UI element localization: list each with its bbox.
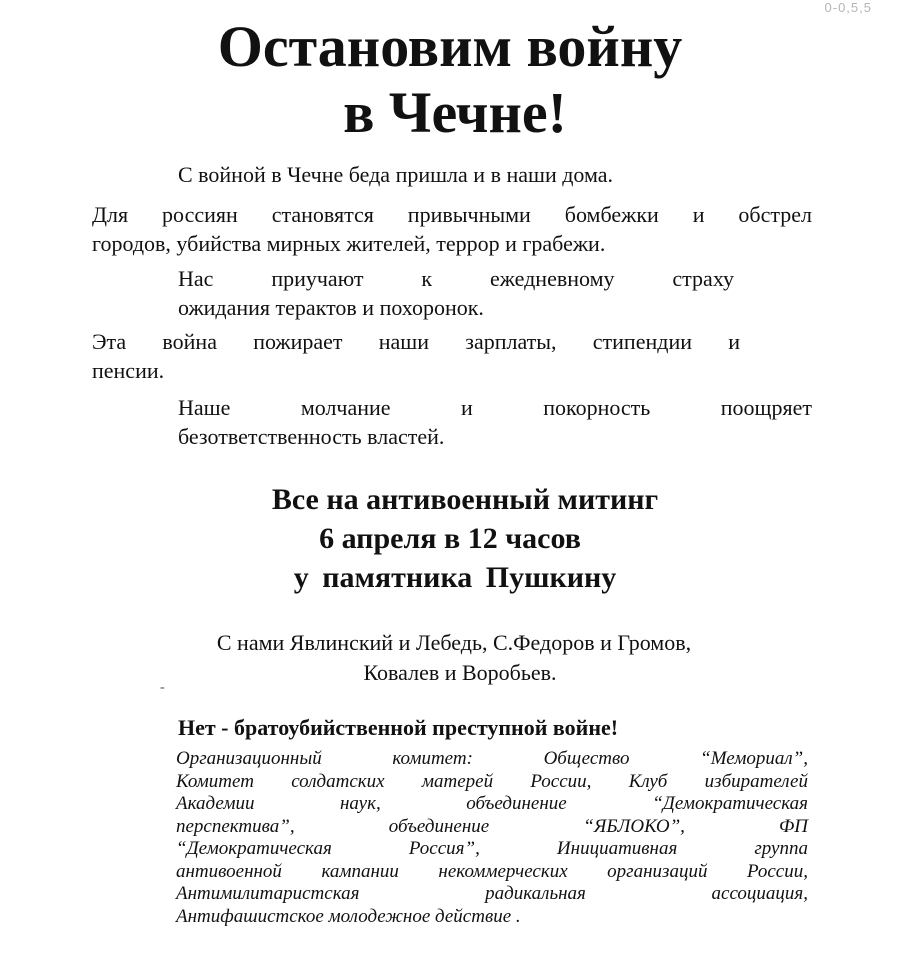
organizers-line: антивоенной кампании некоммерческих организаций России, [176, 860, 808, 882]
title-line-1: Остановим войну [217, 14, 683, 79]
paragraph-3-line-1: Нас приучают к ежедневному страху [178, 266, 734, 291]
supporters-line-1: С нами Явлинский и Лебедь, С.Федоров и Громов, [216, 630, 692, 655]
paragraph-3 [178, 264, 734, 322]
paragraph-5-line-1: Наше молчание и покорность поощряет [178, 395, 812, 420]
organizers-line: “Демократическая Россия”, Инициативная группа [176, 838, 808, 859]
organizers-line: Антимилитаристская радикальная ассоциация, [176, 883, 808, 904]
paragraph-3-line-2: ожидания терактов и похоронок. [178, 295, 484, 320]
title-line-2: в Чечне! [343, 80, 567, 145]
paragraph-2-line-1: Для россиян становятся привычными бомбежки и обстрел [92, 202, 812, 227]
paragraph-2 [92, 200, 812, 258]
rally-line-3: у памятника Пушкину [293, 561, 617, 594]
rally-line-2: 6 апреля в 12 часов [319, 522, 581, 555]
slogan: Нет - братоубийственной преступной войне! [178, 715, 619, 740]
paragraph-4 [92, 327, 740, 385]
paragraph-1: С войной в Чечне беда пришла и в наши дома. [178, 162, 614, 187]
organizers-list [176, 748, 808, 928]
paragraph-2-line-2: городов, убийства мирных жителей, террор и грабежи. [92, 231, 606, 256]
paragraph-5-line-2: безответственность властей. [178, 424, 445, 449]
supporters [0, 628, 900, 688]
organizers-line: Антифашистское молодежное действие . [176, 905, 521, 927]
archive-mark: 0-0,5,5 [824, 0, 872, 15]
paragraph-4-line-2: пенсии. [92, 358, 165, 383]
rally-line-1: Все на антивоенный митинг [271, 483, 659, 516]
paragraph-4-line-1: Эта война пожирает наши зарплаты, стипендии и [92, 329, 740, 354]
organizers-line: Организационный комитет: Общество “Мемориал”, [176, 748, 808, 769]
organizers-line: Комитет солдатских матерей России, Клуб избирателей [176, 770, 808, 792]
rally-announcement [0, 480, 900, 597]
stray-mark: - [160, 680, 165, 695]
page-title [0, 14, 900, 146]
supporters-line-2: Ковалев и Воробьев. [363, 660, 557, 685]
organizers-line: перспектива”, объединение “ЯБЛОКО”, ФП [176, 815, 808, 837]
organizers-line: Академии наук, объединение “Демократическая [176, 793, 808, 814]
paragraph-5 [178, 393, 812, 451]
